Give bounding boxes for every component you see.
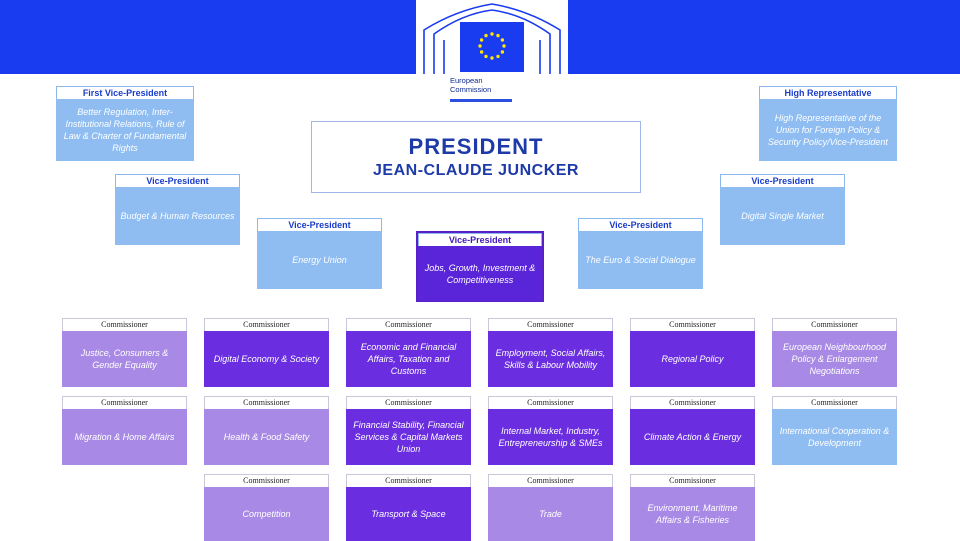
- box-body: Regional Policy: [630, 331, 755, 387]
- vp-energy-box: [257, 218, 382, 288]
- box-header: Commissioner: [488, 474, 613, 487]
- box-header: Commissioner: [204, 318, 329, 331]
- box-body: Budget & Human Resources: [115, 187, 240, 245]
- commissioner-ecfin: [346, 318, 471, 386]
- box-header: Commissioner: [488, 318, 613, 331]
- commissioner-justice: [62, 318, 187, 386]
- commissioner-competition: [204, 474, 329, 540]
- box-header: Commissioner: [204, 474, 329, 487]
- box-body: Transport & Space: [346, 487, 471, 541]
- box-header: Commissioner: [204, 396, 329, 409]
- box-body: Trade: [488, 487, 613, 541]
- commissioner-transport: [346, 474, 471, 540]
- vp-digital-box: [720, 174, 845, 244]
- box-body: Justice, Consumers & Gender Equality: [62, 331, 187, 387]
- box-header: Vice-President: [720, 174, 845, 187]
- commissioner-trade: [488, 474, 613, 540]
- box-header: Commissioner: [630, 396, 755, 409]
- box-header: Commissioner: [772, 396, 897, 409]
- president-name: JEAN-CLAUDE JUNCKER: [373, 162, 579, 179]
- box-header: First Vice-President: [56, 86, 194, 99]
- box-header: Commissioner: [772, 318, 897, 331]
- box-header: Vice-President: [257, 218, 382, 231]
- box-header: Vice-President: [115, 174, 240, 187]
- box-header: Vice-President: [418, 233, 542, 246]
- box-body: European Neighbourhood Policy & Enlargement Negotiations: [772, 331, 897, 387]
- box-body: Environment, Maritime Affairs & Fisheries: [630, 487, 755, 541]
- president-box: [311, 121, 641, 193]
- box-body: Health & Food Safety: [204, 409, 329, 465]
- box-body: Economic and Financial Affairs, Taxation and Customs: [346, 331, 471, 387]
- logo-wordmark: [450, 76, 510, 94]
- box-header: Commissioner: [346, 474, 471, 487]
- box-header: Vice-President: [578, 218, 703, 231]
- box-body: Digital Economy & Society: [204, 331, 329, 387]
- box-body: International Cooperation & Development: [772, 409, 897, 465]
- vp-budget-box: [115, 174, 240, 244]
- vp-jobs-box: [416, 231, 544, 302]
- commissioner-intl-coop: [772, 396, 897, 464]
- vp-euro-box: [578, 218, 703, 288]
- box-body: Migration & Home Affairs: [62, 409, 187, 465]
- box-body: Competition: [204, 487, 329, 541]
- box-body: The Euro & Social Dialogue: [578, 231, 703, 289]
- box-header: Commissioner: [62, 318, 187, 331]
- president-title: PRESIDENT: [408, 134, 544, 159]
- box-header: Commissioner: [62, 396, 187, 409]
- box-body: Financial Stability, Financial Services & Capital Markets Union: [346, 409, 471, 465]
- european-commission-logo: [416, 0, 568, 74]
- box-body: Climate Action & Energy: [630, 409, 755, 465]
- box-header: Commissioner: [630, 474, 755, 487]
- box-body: Better Regulation, Inter-Institutional Relations, Rule of Law & Charter of Fundamental Rights: [56, 99, 194, 161]
- box-header: Commissioner: [488, 396, 613, 409]
- first-vice-president-box: [56, 86, 194, 160]
- box-header: High Representative: [759, 86, 897, 99]
- commissioner-financial: [346, 396, 471, 464]
- logo-text-commission: Commission: [450, 85, 492, 94]
- box-body: Internal Market, Industry, Entrepreneurship & SMEs: [488, 409, 613, 465]
- commissioner-migration: [62, 396, 187, 464]
- commissioner-health: [204, 396, 329, 464]
- box-header: Commissioner: [346, 396, 471, 409]
- box-body: Energy Union: [257, 231, 382, 289]
- commissioner-internal-market: [488, 396, 613, 464]
- commissioner-regional: [630, 318, 755, 386]
- commissioner-employment: [488, 318, 613, 386]
- high-representative-box: [759, 86, 897, 160]
- box-body: Employment, Social Affairs, Skills & Labour Mobility: [488, 331, 613, 387]
- commissioner-environment: [630, 474, 755, 540]
- commissioner-digital-economy: [204, 318, 329, 386]
- commissioner-neighbourhood: [772, 318, 897, 386]
- box-header: Commissioner: [346, 318, 471, 331]
- commissioner-climate: [630, 396, 755, 464]
- box-body: Digital Single Market: [720, 187, 845, 245]
- box-body: High Representative of the Union for Foreign Policy & Security Policy/Vice-President: [759, 99, 897, 161]
- logo-text-european: European: [450, 76, 483, 85]
- box-header: Commissioner: [630, 318, 755, 331]
- box-body: Jobs, Growth, Investment & Competitiveness: [418, 246, 542, 301]
- logo-underline: [450, 99, 512, 102]
